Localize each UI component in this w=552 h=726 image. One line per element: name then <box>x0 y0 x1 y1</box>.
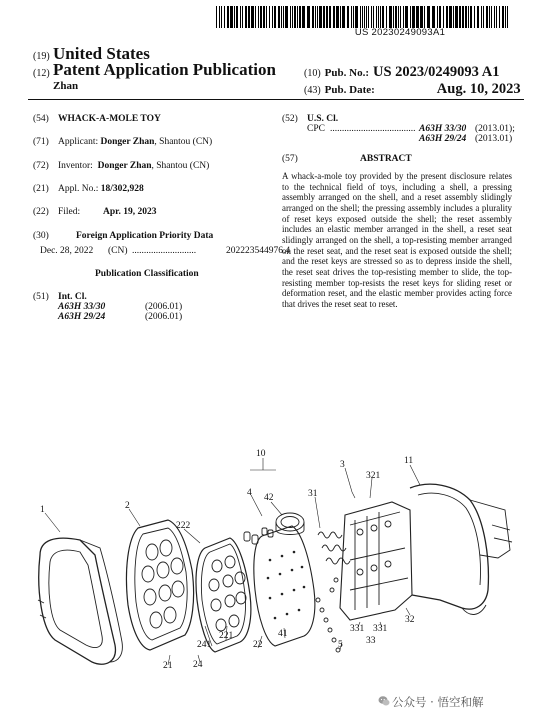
cpc-class: A63H 33/30 <box>419 124 467 134</box>
priority-country: (CN) <box>108 246 128 256</box>
inid-code: (51) <box>33 292 49 302</box>
cpc-row-2 <box>419 134 513 144</box>
wechat-icon <box>378 695 390 707</box>
inid-code: (57) <box>282 154 298 164</box>
watermark-text: 公众号 · 悟空和解 <box>392 695 484 709</box>
ball-column-part <box>316 578 340 652</box>
inid-code: (19) <box>33 51 50 62</box>
pub-date-line <box>304 80 521 98</box>
pub-date: Aug. 10, 2023 <box>436 81 521 97</box>
inid-code: (52) <box>282 114 298 124</box>
inid-code: (54) <box>33 114 49 124</box>
figure-label: 11 <box>404 456 414 466</box>
priority-number: 202223544976.4 <box>226 246 291 256</box>
cpc-version: (2013.01); <box>475 124 515 134</box>
figure-label: 32 <box>405 615 415 625</box>
filed-label: Filed: <box>58 207 81 217</box>
inventor-name: Donger Zhan <box>97 161 152 171</box>
applicant-name: Donger Zhan <box>100 137 155 147</box>
inid-code: (71) <box>33 137 49 147</box>
dot-leader: ........................... <box>132 246 197 256</box>
inventor-location: , Shantou (CN) <box>151 161 210 171</box>
intcl-item <box>58 302 183 312</box>
reset-seat-part <box>340 502 412 620</box>
intcl-label: Int. Cl. <box>58 292 87 302</box>
inid-code: (22) <box>33 207 49 217</box>
shell-frame-part <box>38 538 122 664</box>
inid-code: (43) <box>304 85 321 96</box>
figure-label: 24 <box>193 660 203 670</box>
intcl-version: (2006.01) <box>145 302 183 312</box>
inventor-surname: Zhan <box>53 80 79 92</box>
figure-label: 42 <box>264 493 274 503</box>
applicant-location: , Shantou (CN) <box>154 137 213 147</box>
barcode-number: US 20230249093A1 <box>354 27 446 38</box>
priority-date: Dec. 28, 2022 <box>40 246 94 256</box>
intcl-class: A63H 33/30 <box>58 302 106 312</box>
uscl-label: U.S. Cl. <box>307 114 339 124</box>
circuit-board-part <box>254 526 315 646</box>
filed-date: Apr. 19, 2023 <box>103 207 157 217</box>
publication-type: Patent Application Publication <box>53 60 276 79</box>
figure-label: 241 <box>197 640 212 650</box>
figure-label: 31 <box>308 489 318 499</box>
pub-number-line <box>304 63 499 81</box>
figure-label: 321 <box>366 471 381 481</box>
cpc-version: (2013.01) <box>475 134 513 144</box>
dot-leader: .................................... <box>330 124 416 134</box>
intcl-version: (2006.01) <box>145 312 183 322</box>
pub-number: US 2023/0249093 A1 <box>372 64 500 80</box>
figure-label: 33 <box>366 636 376 646</box>
cpc-label: CPC <box>307 124 325 134</box>
figure-label: 4 <box>247 488 252 498</box>
header-divider <box>28 99 524 100</box>
figure-label: 21 <box>163 661 173 671</box>
figure-label: 3 <box>340 460 345 470</box>
figure-label: 1 <box>40 505 45 515</box>
barcode <box>216 6 510 28</box>
inid-code: (12) <box>33 68 50 79</box>
key-frame-part <box>126 520 193 650</box>
appl-no-label: Appl. No.: <box>58 184 99 194</box>
intcl-class: A63H 29/24 <box>58 312 106 322</box>
figure-label: 222 <box>176 521 191 531</box>
country-name: United States <box>53 44 150 63</box>
inid-code: (30) <box>33 231 49 241</box>
key-holes <box>142 540 184 628</box>
priority-title: Foreign Application Priority Data <box>76 231 214 241</box>
pub-number-label: Pub. No.: <box>324 67 369 79</box>
exploded-view-drawing <box>0 440 552 690</box>
publication-classification-title: Publication Classification <box>95 269 199 279</box>
inid-code: (72) <box>33 161 49 171</box>
appl-no: 18/302,928 <box>100 184 144 194</box>
spring-part <box>318 532 350 564</box>
inid-code: (21) <box>33 184 49 194</box>
inventor-label: Inventor: <box>58 161 93 171</box>
figure-label: 22 <box>253 640 263 650</box>
abstract-text: A whack-a-mole toy provided by the present disclosure relates to the technical field of toys, including a shell, a pressing assembly arranged on the shell, and a reset assembly slidingly arranged on the shell; the pressing assembly includes a plurality of reset keys exposed outside the shell; the reset assembly includes an elastic member arranged in the shell, a reset seat slidingly arranged on the shell, a top-resisting member arranged on the reset seat, and the reset seat is exposed outside the shell; and the reset keys are stressed so as to depress inside the shell, the reset seat drives the top-resisting member to slide, the top-resisting member top-resists the reset keys for sliding reset or deformation reset, and the elastic member provides acting force that drives the reset seat to reset. <box>282 171 512 309</box>
cpc-class: A63H 29/24 <box>419 134 467 144</box>
figure-label: 331 <box>373 624 388 634</box>
applicant-label: Applicant: <box>58 137 99 147</box>
cpc-row <box>307 124 515 134</box>
pub-date-label: Pub. Date: <box>324 84 375 96</box>
housing-part <box>410 484 512 614</box>
figure-label: 5 <box>338 640 343 650</box>
inid-code: (10) <box>304 68 321 79</box>
intcl-item <box>58 312 183 322</box>
figure-label: 2 <box>125 501 130 511</box>
figure-label: 10 <box>256 449 266 459</box>
figure-label: 221 <box>219 631 234 641</box>
figure-label: 41 <box>278 629 288 639</box>
invention-title: WHACK-A-MOLE TOY <box>58 114 161 124</box>
abstract-title: ABSTRACT <box>360 154 412 164</box>
priority-data-row <box>40 246 291 256</box>
figure-label: 331 <box>350 624 365 634</box>
